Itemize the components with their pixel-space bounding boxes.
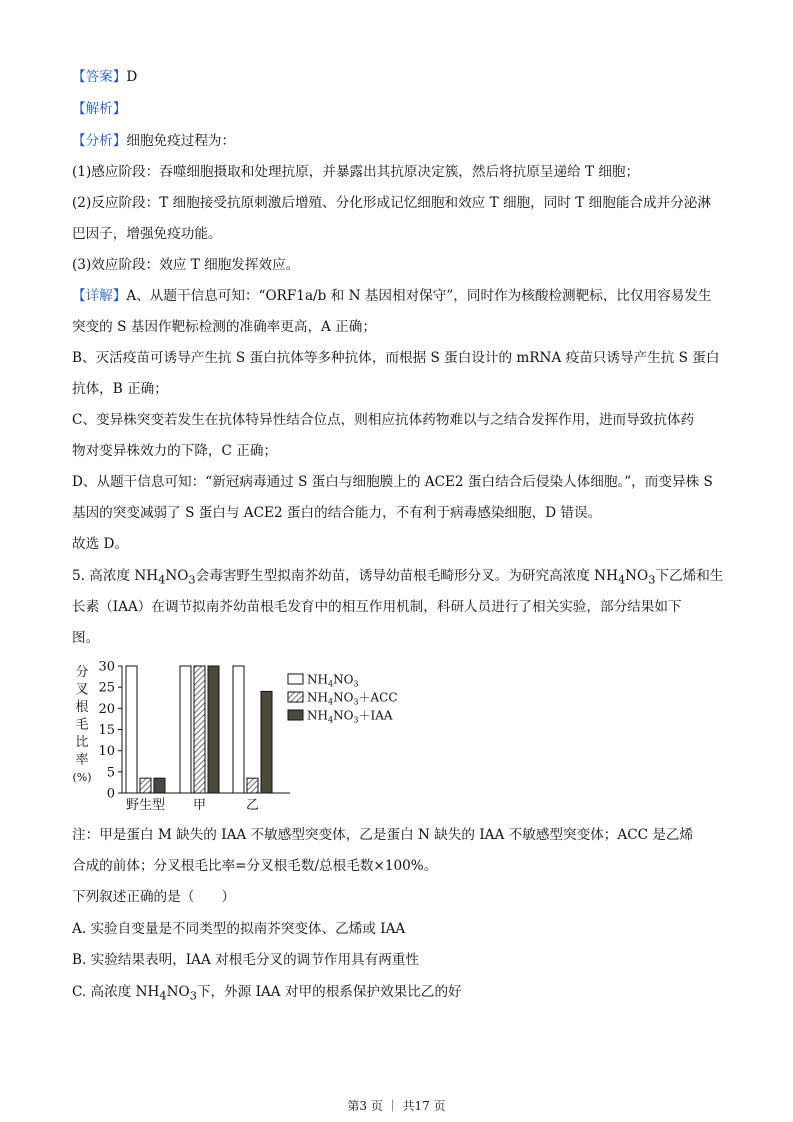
- y-tick-label: 0: [106, 786, 115, 802]
- option-c-subscript: 4: [159, 988, 167, 1003]
- q-subscript: 3: [648, 572, 656, 587]
- question-stem-line-1: [72, 567, 723, 589]
- y-axis-label-char: 叉: [75, 682, 89, 698]
- x-tick-label: 乙: [245, 798, 260, 810]
- option-c-text: 下，外源 IAA 对甲的根系保护效果比乙的好: [196, 984, 462, 1000]
- bar: [180, 666, 191, 793]
- bar: [194, 666, 205, 793]
- legend-swatch: [288, 674, 303, 684]
- fenxi-line: [72, 132, 235, 150]
- y-axis-label-char: 率: [75, 752, 89, 768]
- bar: [140, 778, 151, 793]
- detail-line: 物对变异株效力的下降，C 正确；: [72, 443, 278, 459]
- answer-value: D: [126, 69, 138, 85]
- bar-chart: [66, 660, 406, 810]
- q-subscript: 3: [188, 572, 196, 587]
- bar: [208, 666, 219, 793]
- analysis-tag-line: [72, 100, 126, 118]
- detail-line: 抗体，B 正确；: [72, 381, 168, 397]
- option-c-subscript: 3: [189, 988, 197, 1003]
- question-stem-line-3: 图。: [72, 630, 100, 646]
- q-text: 会毒害野生型拟南芥幼苗，诱导幼苗根毛畸形分叉。为研究高浓度 NH: [195, 568, 618, 584]
- q-text: 5. 高浓度 NH: [72, 568, 159, 584]
- detail-line: D、从题干信息可知：“新冠病毒通过 S 蛋白与细胞膜上的 ACE2 蛋白结合后侵染人体细胞。”，而变异株 S: [72, 474, 713, 490]
- detail-tag: 【详解】: [72, 288, 127, 304]
- detail-line: 突变的 S 基因作靶标检测的准确率更高，A 正确；: [72, 319, 376, 335]
- y-tick-label: 25: [98, 680, 115, 696]
- option-c-text: C. 高浓度 NH: [72, 984, 160, 1000]
- question-stem-line-2: 长素（IAA）在调节拟南芥幼苗根毛发育中的相互作用机制，科研人员进行了相关实验，部分结果如下: [72, 599, 682, 615]
- legend-label: $NH_4NO_3+ACC$: [307, 690, 398, 707]
- stage-line: (2)反应阶段：T 细胞接受抗原刺激后增殖、分化形成记忆细胞和效应 T 细胞，同时 T 细胞能合成并分泌淋: [72, 195, 711, 211]
- stage-line: 巴因子，增强免疫功能。: [72, 226, 222, 242]
- detail-line: B、灭活疫苗可诱导产生抗 S 蛋白抗体等多种抗体，而根据 S 蛋白设计的 mRNA 疫苗只诱导产生抗 S 蛋白: [72, 350, 720, 366]
- y-axis-label-char: 根: [75, 700, 89, 715]
- analysis-tag: 【解析】: [72, 101, 127, 117]
- x-tick-label: 甲: [192, 798, 207, 810]
- detail-line-a: [72, 287, 712, 305]
- y-tick-label: 5: [106, 765, 115, 781]
- detail-line: 基因的突变减弱了 S 蛋白与 ACE2 蛋白的结合能力，不有利于病毒感染细胞，D 错误。: [72, 505, 602, 521]
- bar: [126, 666, 137, 793]
- q-text: 下乙烯和生: [655, 568, 724, 584]
- fenxi-text: 细胞免疫过程为：: [126, 133, 236, 149]
- legend-label: $NH_4NO_3$: [307, 672, 359, 689]
- q-subscript: 4: [158, 572, 166, 587]
- bar: [154, 778, 165, 793]
- note-line: 注：甲是蛋白 M 缺失的 IAA 不敏感型突变体，乙是蛋白 N 缺失的 IAA 不敏感型突变体；ACC 是乙烯: [72, 827, 694, 843]
- y-tick-label: 30: [98, 660, 115, 675]
- stage-line: (3)效应阶段：效应 T 细胞发挥效应。: [72, 257, 300, 273]
- stage-line: (1)感应阶段：吞噬细胞摄取和处理抗原，并暴露出其抗原决定簇，然后将抗原呈递给 T 细胞；: [72, 164, 640, 180]
- detail-line: C、变异株突变若发生在抗体特异性结合位点，则相应抗体药物难以与之结合发挥作用，进而导致抗体药: [72, 412, 695, 428]
- y-axis-label-char: 比: [75, 735, 89, 750]
- option-a: A. 实验自变量是不同类型的拟南芥突变体、乙烯或 IAA: [72, 921, 406, 937]
- bar-chart-svg: [66, 660, 406, 810]
- detail-text: A、从题干信息可知：“ORF1a/b 和 N 基因相对保守”，同时作为核酸检测靶标，比仅用容易发生: [126, 288, 712, 304]
- q-text: NO: [165, 568, 189, 584]
- page-footer: 第3 页 ｜ 共17 页: [347, 1099, 446, 1113]
- q-subscript: 4: [617, 572, 626, 587]
- answer-line: [72, 68, 137, 86]
- fenxi-tag: 【分析】: [72, 133, 127, 149]
- option-b: B. 实验结果表明，IAA 对根毛分叉的调节作用具有两重性: [72, 952, 420, 968]
- legend-swatch: [288, 710, 303, 720]
- y-tick-label: 20: [98, 701, 115, 717]
- y-axis-label-char: 毛: [75, 717, 89, 733]
- conclusion-line: 故选 D。: [72, 536, 129, 552]
- legend-label: $NH_4NO_3+IAA$: [307, 708, 393, 725]
- note-line: 合成的前体；分叉根毛比率=分叉根毛数/总根毛数×100%。: [72, 858, 438, 874]
- bar: [247, 778, 258, 793]
- bar: [233, 666, 244, 793]
- answer-tag: 【答案】: [72, 69, 127, 85]
- q-text: NO: [625, 568, 649, 584]
- y-axis-label-char: (%): [72, 771, 92, 784]
- bar: [261, 691, 272, 793]
- option-c: [72, 983, 462, 1005]
- y-tick-label: 15: [98, 723, 115, 738]
- x-tick-label: 野生型: [125, 798, 166, 810]
- option-c-text: NO: [166, 984, 190, 1000]
- y-tick-label: 10: [98, 744, 115, 760]
- y-axis-label-char: 分: [75, 665, 89, 680]
- question-prompt: 下列叙述正确的是（ ）: [72, 889, 236, 905]
- legend-swatch: [288, 692, 303, 702]
